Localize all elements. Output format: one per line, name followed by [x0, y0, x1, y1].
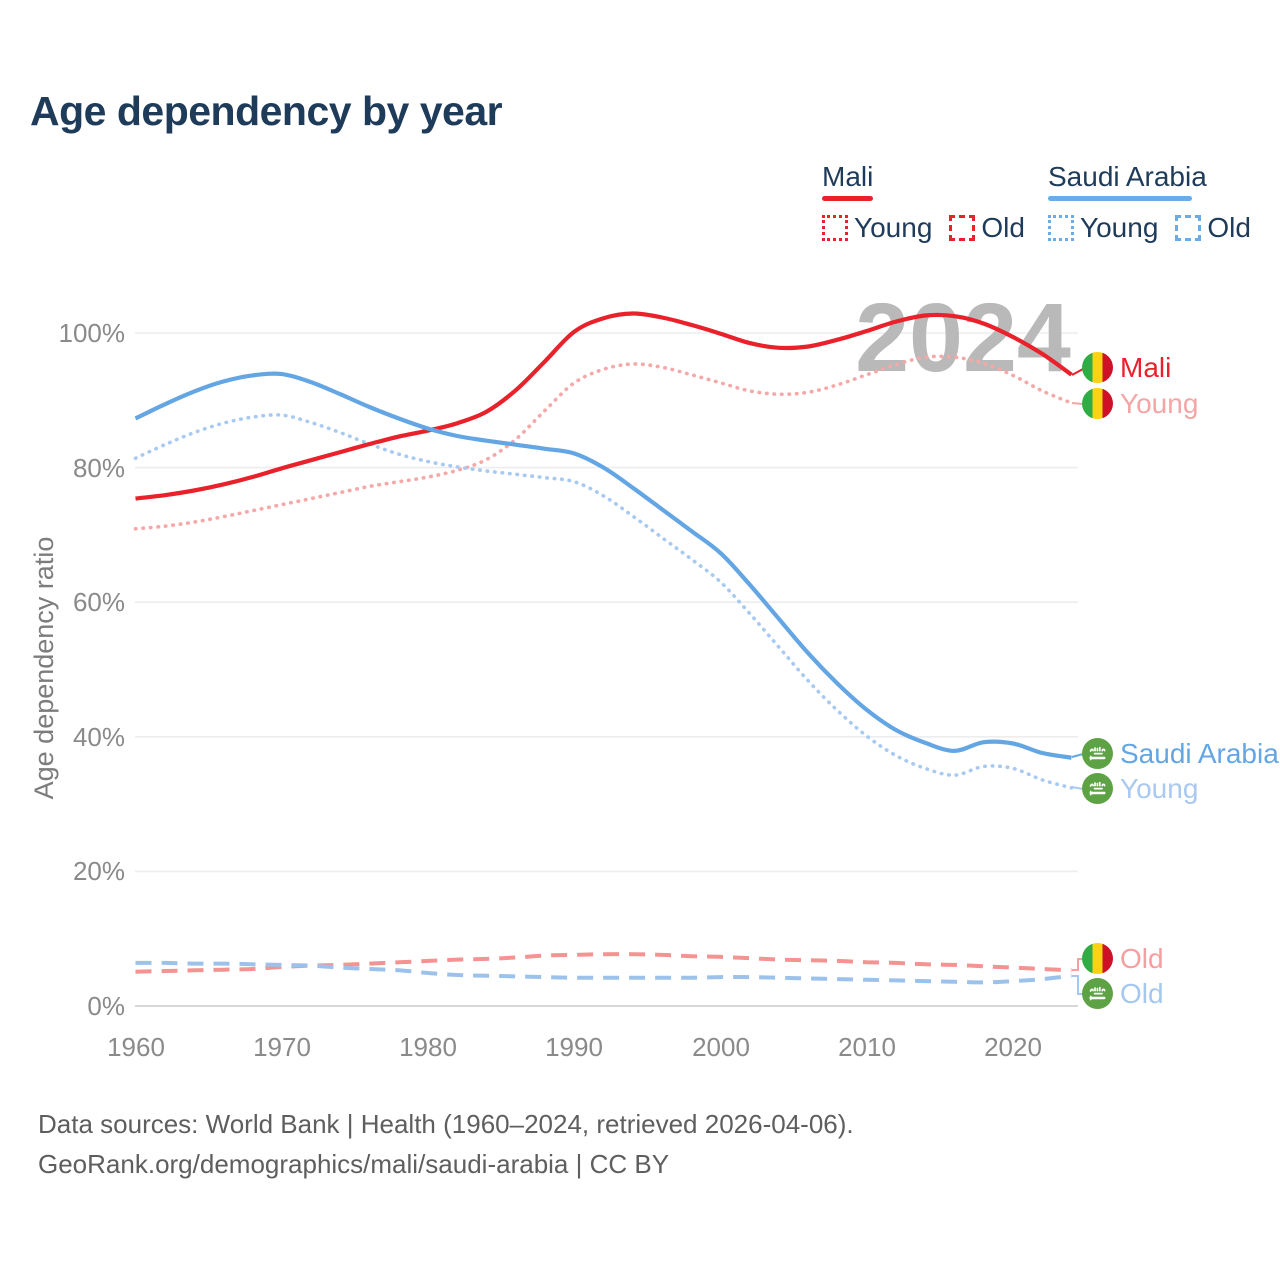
- footer-data-sources: Data sources: World Bank | Health (1960–2024, retrieved 2026-04-06).: [38, 1109, 854, 1139]
- y-tick-label: 60%: [72, 587, 125, 617]
- end-label-saudi-arabia: [1082, 738, 1279, 769]
- end-label-mali: [1082, 352, 1171, 383]
- footer: [38, 1104, 854, 1184]
- mali-flag-icon: [1082, 388, 1113, 419]
- end-label-old: [1082, 978, 1164, 1009]
- x-tick-label: 1960: [107, 1032, 165, 1062]
- x-tick-label: 2000: [692, 1032, 750, 1062]
- end-label-text: Old: [1120, 943, 1164, 974]
- y-tick-label: 0%: [87, 991, 125, 1021]
- page-title: Age dependency by year: [30, 88, 503, 134]
- legend-saudi-label: Saudi Arabia: [1048, 161, 1207, 192]
- end-label-old: [1082, 943, 1164, 974]
- footer-attribution: GeoRank.org/demographics/mali/saudi-arabia | CC BY: [38, 1149, 670, 1179]
- end-label-text: Young: [1120, 388, 1199, 419]
- x-tick-label: 1970: [253, 1032, 311, 1062]
- x-tick-label: 1990: [545, 1032, 603, 1062]
- end-label-text: Mali: [1120, 352, 1172, 383]
- end-label-young: [1082, 773, 1198, 804]
- y-axis-title: Age dependency ratio: [29, 536, 59, 800]
- legend-mali-label: Mali: [822, 161, 874, 192]
- saudi-flag-icon: [1082, 738, 1113, 769]
- y-tick-label: 20%: [72, 856, 125, 886]
- legend-mali-young-label: Young: [854, 212, 933, 243]
- y-tick-label: 80%: [72, 453, 125, 483]
- saudi-flag-icon: [1082, 978, 1113, 1009]
- legend-saudi-young-label: Young: [1080, 212, 1159, 243]
- mali-flag-icon: [1082, 943, 1113, 974]
- end-label-text: Young: [1120, 773, 1199, 804]
- x-tick-label: 1980: [399, 1032, 457, 1062]
- saudi-flag-icon: [1082, 773, 1113, 804]
- y-tick-label: 100%: [58, 318, 125, 348]
- legend-saudi-old-label: Old: [1207, 212, 1251, 243]
- watermark-year: 2024: [855, 283, 1071, 392]
- end-label-text: Old: [1120, 978, 1164, 1009]
- series-line-saudi-arabia-old: [136, 963, 1072, 983]
- end-label-young: [1082, 388, 1198, 419]
- legend-mali-old-label: Old: [981, 212, 1025, 243]
- y-tick-label: 40%: [72, 722, 125, 752]
- series-line-saudi-arabia-total: [136, 374, 1072, 758]
- x-tick-label: 2020: [984, 1032, 1042, 1062]
- end-label-text: Saudi Arabia: [1120, 738, 1279, 769]
- x-tick-label: 2010: [838, 1032, 896, 1062]
- mali-flag-icon: [1082, 352, 1113, 383]
